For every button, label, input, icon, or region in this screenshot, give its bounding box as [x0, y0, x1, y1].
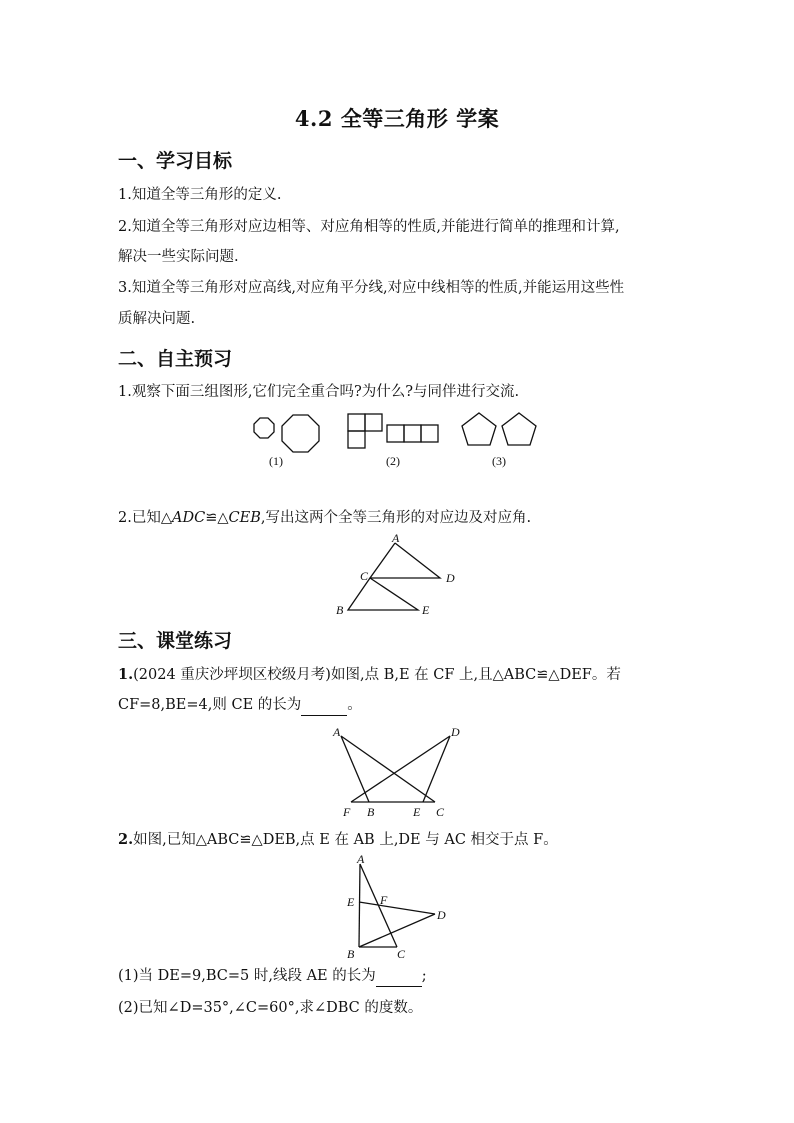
point-A: A [357, 852, 365, 866]
point-D: D [451, 725, 460, 739]
fig-label-2: (2) [386, 454, 400, 468]
practice-2-sub-2: (2)已知∠D=35°,∠C=60°,求∠DBC 的度数。 [118, 1000, 423, 1016]
answer-blank-2[interactable] [376, 966, 422, 987]
triangle-figure-abc-deb [335, 850, 455, 965]
fig-label-3: (3) [492, 454, 506, 468]
point-E: E [347, 895, 355, 909]
point-F: F [380, 893, 388, 907]
point-C: C [360, 569, 369, 583]
large-octagon [282, 415, 319, 452]
point-F: F [343, 805, 351, 819]
page-title: 4.2 全等三角形 学案 [294, 106, 500, 131]
point-C: C [436, 805, 445, 819]
objective-3-cont: 质解决问题. [118, 311, 196, 327]
point-E: E [422, 603, 430, 617]
section-heading-objectives: 一、学习目标 [118, 150, 233, 172]
section-heading-practice: 三、课堂练习 [118, 630, 233, 652]
point-D: D [446, 571, 455, 585]
answer-blank-1[interactable] [301, 695, 347, 716]
objective-2-cont: 解决一些实际问题. [118, 249, 239, 265]
point-B: B [336, 603, 344, 617]
pentagon-right [502, 413, 536, 445]
triangle-figure-abc-def [325, 722, 465, 822]
point-E: E [413, 805, 421, 819]
pentagon-left [462, 413, 496, 445]
objective-1: 1.知道全等三角形的定义. [118, 187, 282, 203]
objective-2: 2.知道全等三角形对应边相等、对应角相等的性质,并能进行简单的推理和计算, [118, 219, 620, 235]
section-heading-preview: 二、自主预习 [118, 348, 233, 370]
preview-question-2: 2.已知△ADC≌△CEB,写出这两个全等三角形的对应边及对应角. [118, 510, 532, 526]
objective-3: 3.知道全等三角形对应高线,对应角平分线,对应中线相等的性质,并能运用这些性 [118, 280, 625, 296]
point-A: A [333, 725, 341, 739]
point-B: B [367, 805, 375, 819]
point-D: D [437, 908, 446, 922]
point-C: C [397, 947, 406, 961]
triangle-figure-adc-ceb [330, 528, 470, 618]
point-B: B [347, 947, 355, 961]
practice-2-line-1: 2.如图,已知△ABC≌△DEB,点 E 在 AB 上,DE 与 AC 相交于点 F。 [118, 831, 558, 848]
practice-2-sub-1: (1)当 DE=9,BC=5 时,线段 AE 的长为 ; [118, 966, 427, 987]
practice-1-line-1: 1.(2024 重庆沙坪坝区校级月考)如图,点 B,E 在 CF 上,且△ABC≌△DEF。若 [118, 666, 621, 683]
practice-1-line-2: CF=8,BE=4,则 CE 的长为 。 [118, 695, 362, 716]
point-A: A [392, 531, 400, 545]
preview-question-1: 1.观察下面三组图形,它们完全重合吗?为什么?与同伴进行交流. [118, 384, 520, 400]
small-octagon [254, 418, 274, 438]
fig-label-1: (1) [269, 454, 283, 468]
shape-groups-figure [240, 405, 550, 475]
